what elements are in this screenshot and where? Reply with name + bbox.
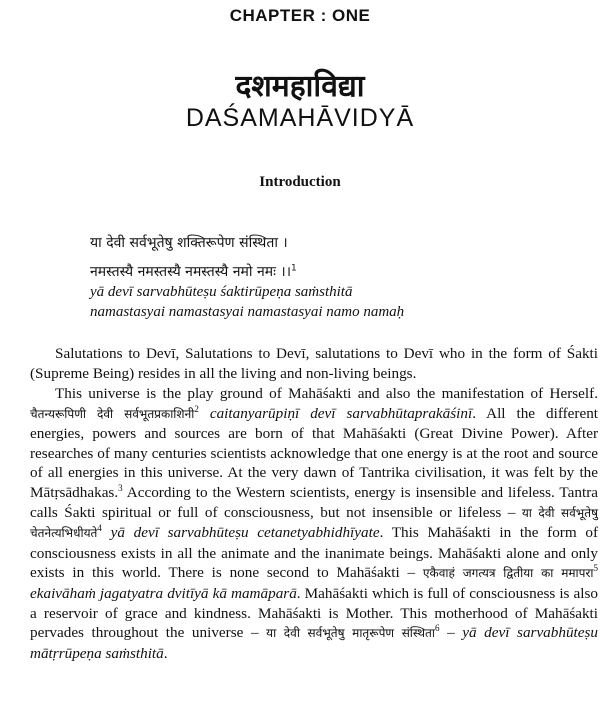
transliteration-quote: – yā devī sarvabhūteṣu mātṛrūpeṇa saṁsthitā bbox=[30, 624, 599, 662]
transliteration-quote: yā devī sarvabhūteṣu cetanetyabhidhīyate bbox=[110, 524, 380, 542]
chapter-label: CHAPTER : ONE bbox=[229, 6, 371, 25]
verse-line-1-text: या देवी सर्वभूतेषु शक्तिरूपेण संस्थिता । bbox=[90, 235, 288, 251]
para-text: . bbox=[163, 644, 168, 662]
paragraph-mahasakti bbox=[30, 384, 598, 663]
transliteration-quote: caitanyarūpiṇī devī sarvabhūtaprakāśinī bbox=[209, 404, 473, 422]
para-text: According to the Western scientists, energy is insensible and lifeless. Tantra calls Śakti spiritual or full of consciousness, but not insensible or lifeless – bbox=[30, 483, 598, 521]
section-heading: Introduction bbox=[259, 174, 341, 190]
verse-line-1-transliteration: yā devī sarvabhūteṣu śaktirūpeṇa saṁsthitā bbox=[90, 284, 353, 300]
chapter-title-latin: DAŚAMAHĀVIDYĀ bbox=[185, 104, 415, 132]
para-text: . This Mahāśakti in the form of consciousness exists in all the animate and the inanimate beings. Mahāśakti alone and only exists in this world. There is none second to Mahāśakti – bbox=[30, 524, 599, 582]
sanskrit-quote: या देवी सर्वभूतेषु चेतनेत्यभिधीयते bbox=[30, 505, 599, 541]
sanskrit-quote: चैतन्यरूपिणी देवी सर्वभूतप्रकाशिनी bbox=[30, 406, 195, 421]
sanskrit-quote: या देवी सर्वभूतेषु मातृरूपेण संस्थिता bbox=[266, 626, 435, 641]
verse-line-2-text: नमस्तस्यै नमस्तस्यै नमस्तस्यै नमो नमः ।। bbox=[90, 264, 292, 280]
para-text: . Mahāśakti which is full of consciousness is also a reservoir of grace and kindness. Mahāśakti is Mother. This motherhood of Mahāśakti pervades throughout the universe – bbox=[30, 584, 598, 642]
transliteration-quote: ekaivāhaṁ jagatyatra dvitīyā kā mamāparā bbox=[30, 584, 297, 602]
chapter-title-devanagari: दशमहाविद्या bbox=[235, 69, 365, 104]
footnote-marker: 6 bbox=[434, 623, 440, 634]
verse-line-2-transliteration: namastasyai namastasyai namastasyai namo namaḥ bbox=[90, 304, 405, 320]
footnote-marker: 1 bbox=[291, 263, 297, 274]
verse-line-1-devanagari bbox=[90, 233, 550, 252]
footnote-marker: 5 bbox=[593, 563, 598, 574]
paragraph-salutations: Salutations to Devī, Salutations to Devī, salutations to Devī who in the form of Śakti (Supreme Being) resides in all the living and non-living beings. bbox=[30, 345, 598, 382]
sanskrit-quote: एकैवाहं जगत्यत्र द्वितीया का ममापरा bbox=[422, 566, 594, 581]
para-text: . All the different energies, powers and sources are born of that Mahāśakti (Great Divine Power). After researches of many centuries scientists acknowledge that one energy is at the root and source of all energies in this universe. At the very dawn of Tantrika civilisation, it was felt by the Mātṛsādhakas. bbox=[30, 404, 599, 501]
footnote-marker: 4 bbox=[97, 523, 102, 534]
para-text: This universe is the play ground of Mahāśakti and also the manifestation of Herself. bbox=[55, 385, 598, 402]
footnote-marker: 2 bbox=[194, 403, 199, 414]
verse-line-2-devanagari bbox=[90, 262, 550, 281]
footnote-marker: 3 bbox=[118, 482, 123, 493]
